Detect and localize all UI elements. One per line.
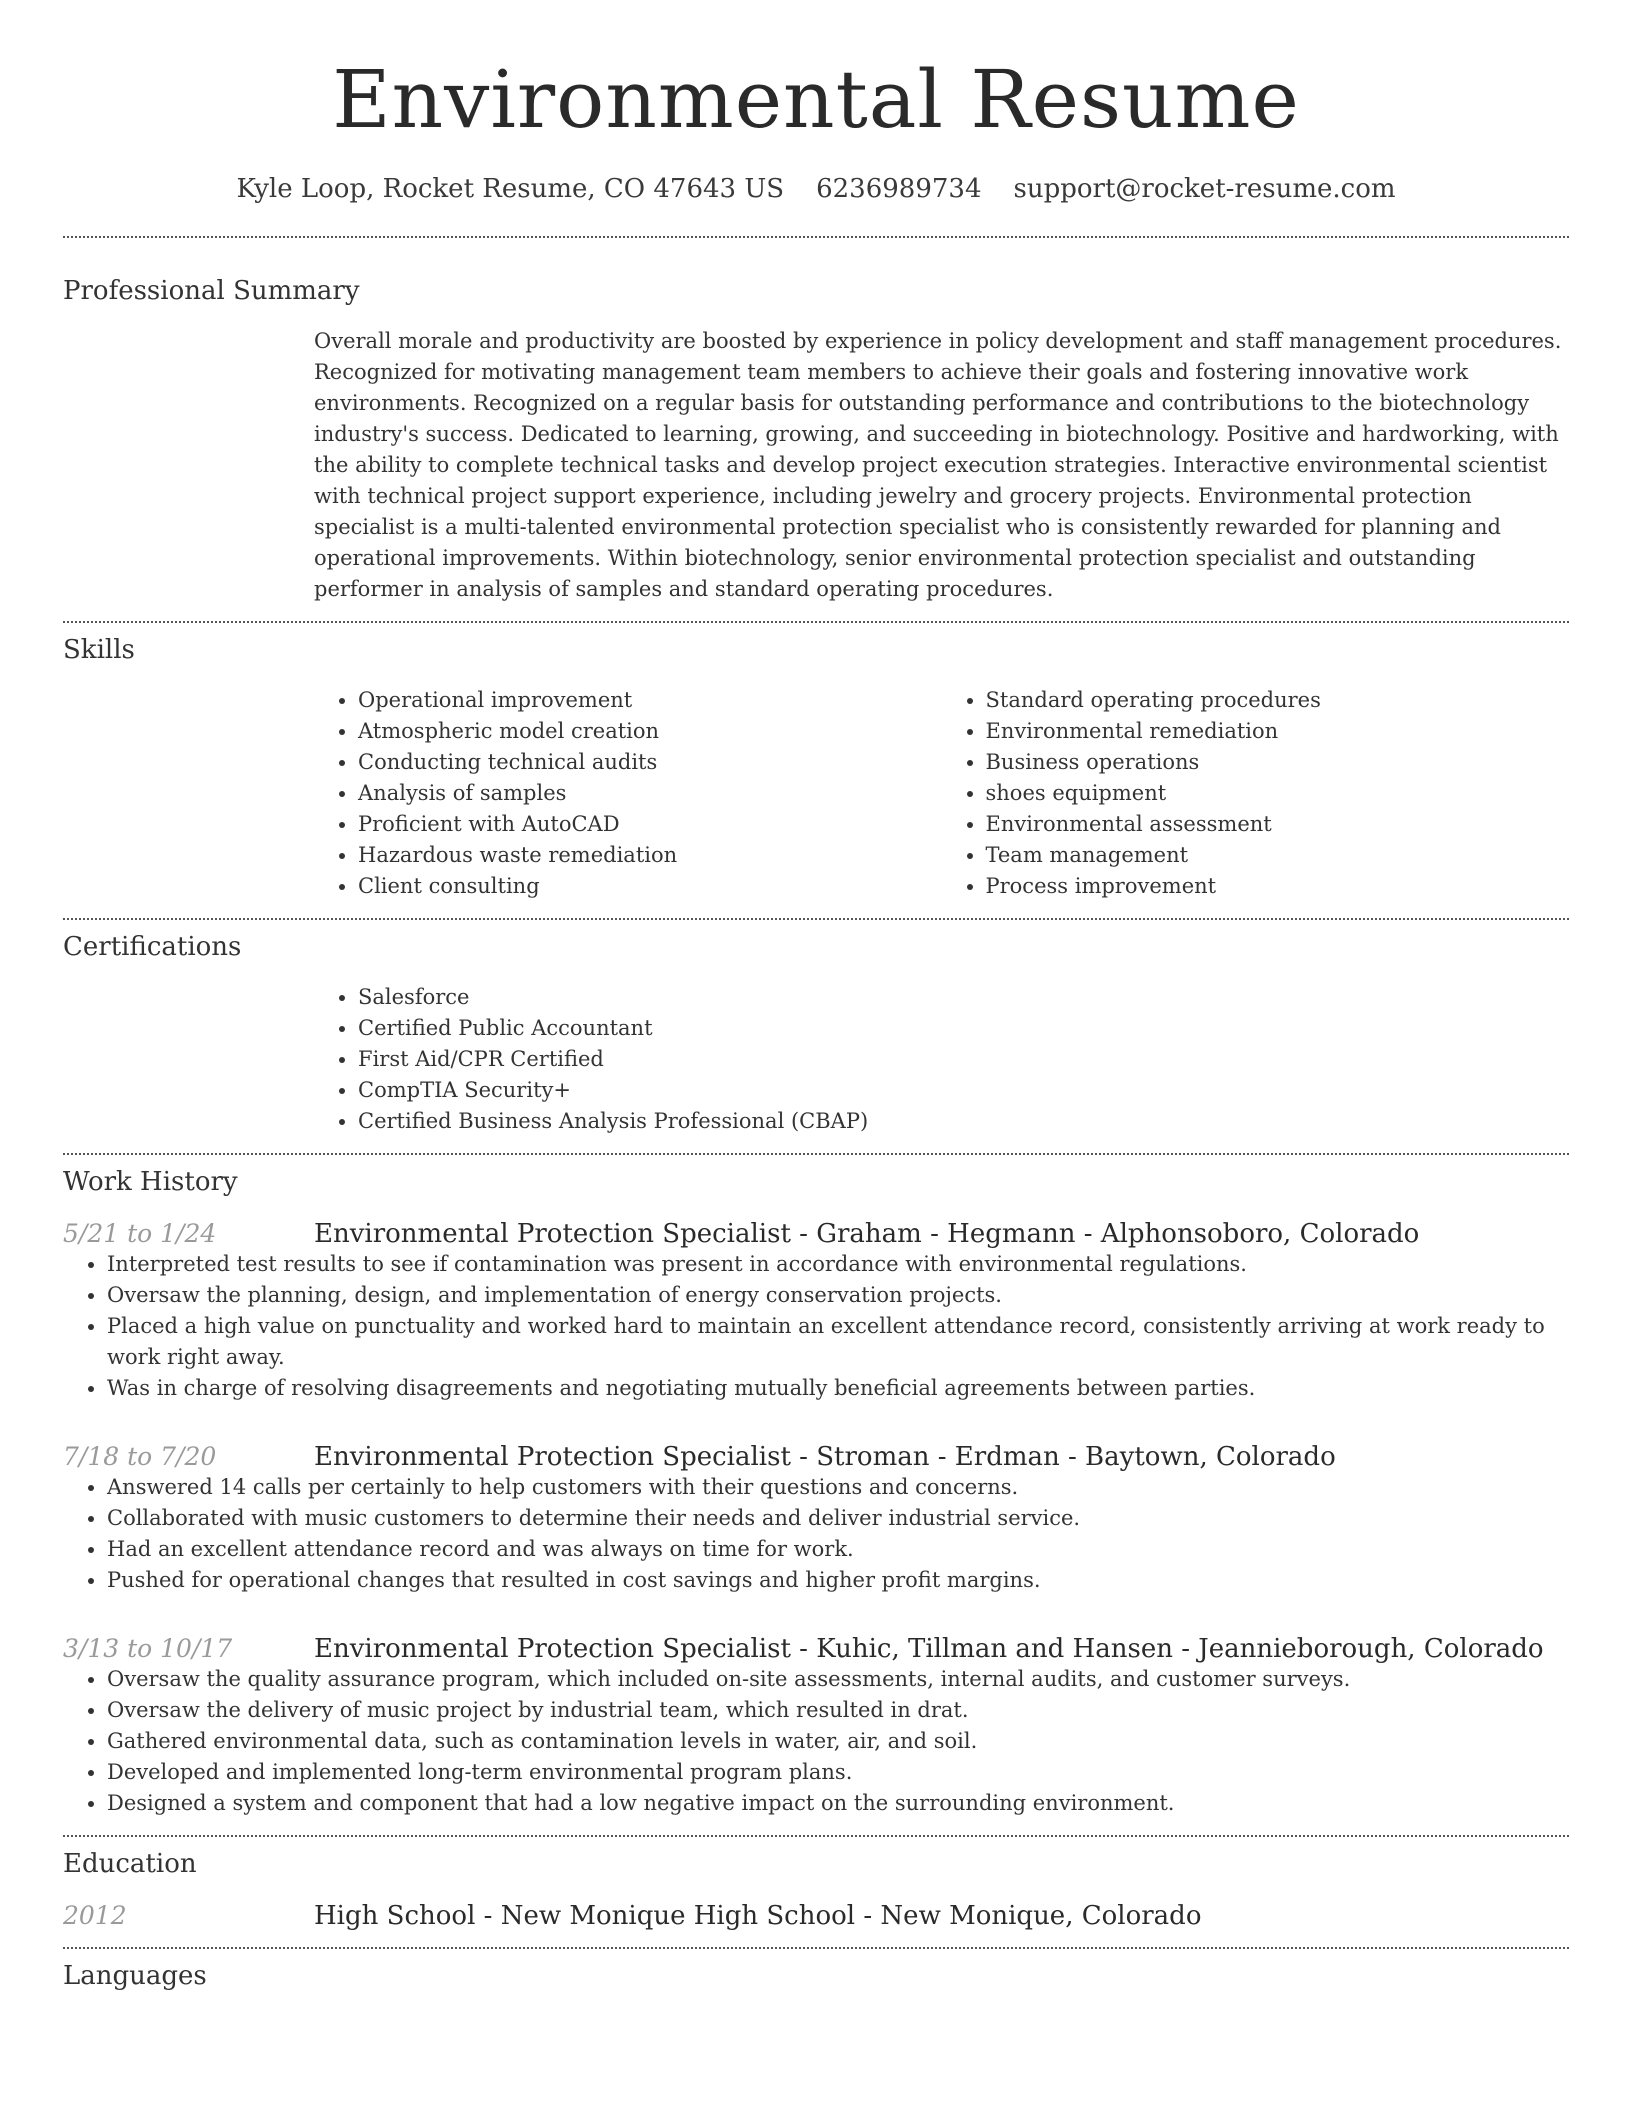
certification-item: • CompTIA Security+ xyxy=(358,1075,1569,1106)
contact-phone: 6236989734 xyxy=(816,174,982,204)
job-header xyxy=(63,1634,1569,1664)
skill-item: • Operational improvement xyxy=(358,685,942,716)
skill-item: • Standard operating procedures xyxy=(986,685,1570,716)
job-dates: 7/18 to 7/20 xyxy=(63,1442,217,1471)
job-bullets xyxy=(63,1249,1569,1404)
skill-item: • Team management xyxy=(986,840,1570,871)
section-divider xyxy=(63,621,1569,623)
job-dates: 3/13 to 10/17 xyxy=(63,1634,233,1663)
skills-columns xyxy=(314,685,1569,902)
section-divider xyxy=(63,236,1569,238)
job-bullet: • Pushed for operational changes that resulted in cost savings and higher profit margins. xyxy=(107,1565,1569,1596)
summary-heading: Professional Summary xyxy=(63,276,360,306)
education-entry xyxy=(63,1901,1569,1931)
skills-list-right xyxy=(942,685,1570,902)
education-section xyxy=(63,1849,1569,1931)
certifications-list xyxy=(314,982,1569,1137)
certification-item: • Certified Public Accountant xyxy=(358,1013,1569,1044)
skill-item: • Conducting technical audits xyxy=(358,747,942,778)
job-entry xyxy=(63,1634,1569,1819)
job-bullet: • Answered 14 calls per certainly to help customers with their questions and concerns. xyxy=(107,1472,1569,1503)
skill-item: • Process improvement xyxy=(986,871,1570,902)
skill-item: • Business operations xyxy=(986,747,1570,778)
job-bullet: • Oversaw the quality assurance program, which included on-site assessments, internal audits, and customer surveys. xyxy=(107,1664,1569,1695)
certifications-section xyxy=(63,932,1569,1137)
job-bullet: • Was in charge of resolving disagreements and negotiating mutually beneficial agreements between parties. xyxy=(107,1373,1569,1404)
job-bullet: • Designed a system and component that had a low negative impact on the surrounding environment. xyxy=(107,1788,1569,1819)
section-divider xyxy=(63,1947,1569,1949)
education-year: 2012 xyxy=(63,1901,127,1930)
contact-line xyxy=(0,174,1632,204)
skill-item: • Analysis of samples xyxy=(358,778,942,809)
education-heading: Education xyxy=(63,1849,197,1879)
certification-item: • Certified Business Analysis Professional (CBAP) xyxy=(358,1106,1569,1137)
work-heading: Work History xyxy=(63,1167,238,1197)
languages-section xyxy=(63,1961,1569,1991)
contact-address: Kyle Loop, Rocket Resume, CO 47643 US xyxy=(236,174,785,204)
certification-item: • Salesforce xyxy=(358,982,1569,1013)
resume-header xyxy=(0,0,1632,204)
summary-section xyxy=(63,276,1569,605)
job-entry xyxy=(63,1219,1569,1404)
languages-heading: Languages xyxy=(63,1961,207,1991)
skills-section xyxy=(63,635,1569,902)
job-bullet: • Placed a high value on punctuality and worked hard to maintain an excellent attendance record, consistently arriving at work ready to work right away. xyxy=(107,1311,1569,1373)
section-divider xyxy=(63,1153,1569,1155)
skills-heading: Skills xyxy=(63,635,135,665)
skill-item: • Proficient with AutoCAD xyxy=(358,809,942,840)
job-entry xyxy=(63,1442,1569,1596)
certifications-heading: Certifications xyxy=(63,932,242,962)
work-section xyxy=(63,1167,1569,1819)
job-title: Environmental Protection Specialist - Graham - Hegmann - Alphonsoboro, Colorado xyxy=(314,1219,1420,1249)
job-bullet: • Oversaw the planning, design, and implementation of energy conservation projects. xyxy=(107,1280,1569,1311)
certifications-body xyxy=(314,982,1569,1137)
skill-item: • shoes equipment xyxy=(986,778,1570,809)
skill-item: • Hazardous waste remediation xyxy=(358,840,942,871)
education-title: High School - New Monique High School - New Monique, Colorado xyxy=(314,1901,1202,1931)
skill-item: • Client consulting xyxy=(358,871,942,902)
contact-email: support@rocket-resume.com xyxy=(1013,174,1396,204)
job-bullet: • Gathered environmental data, such as contamination levels in water, air, and soil. xyxy=(107,1726,1569,1757)
skill-item: • Atmospheric model creation xyxy=(358,716,942,747)
job-bullet: • Had an excellent attendance record and was always on time for work. xyxy=(107,1534,1569,1565)
page-title: Environmental Resume xyxy=(332,53,1300,146)
job-bullet: • Interpreted test results to see if contamination was present in accordance with environmental regulations. xyxy=(107,1249,1569,1280)
job-dates: 5/21 to 1/24 xyxy=(63,1219,217,1248)
job-bullet: • Oversaw the delivery of music project by industrial team, which resulted in drat. xyxy=(107,1695,1569,1726)
summary-text: Overall morale and productivity are boosted by experience in policy development and staff management procedures. Recognized for motivating management team members to achieve their goals and fostering innovative work environments. Recognized on a regular basis for outstanding performance and contributions to the biotechnology industry's success. Dedicated to learning, growing, and succeeding in biotechnology. Positive and hardworking, with the ability to complete technical tasks and develop project execution strategies. Interactive environmental scientist with technical project support experience, including jewelry and grocery projects. Environmental protection specialist is a multi-talented environmental protection specialist who is consistently rewarded for planning and operational improvements. Within biotechnology, senior environmental protection specialist and outstanding performer in analysis of samples and standard operating procedures. xyxy=(314,329,1562,601)
certification-item: • First Aid/CPR Certified xyxy=(358,1044,1569,1075)
skill-item: • Environmental assessment xyxy=(986,809,1570,840)
section-divider xyxy=(63,1835,1569,1837)
job-bullets xyxy=(63,1664,1569,1819)
job-header xyxy=(63,1442,1569,1472)
section-divider xyxy=(63,918,1569,920)
skills-list-left xyxy=(314,685,942,902)
job-title: Environmental Protection Specialist - Stroman - Erdman - Baytown, Colorado xyxy=(314,1442,1336,1472)
job-bullets xyxy=(63,1472,1569,1596)
skill-item: • Environmental remediation xyxy=(986,716,1570,747)
job-bullet: • Developed and implemented long-term environmental program plans. xyxy=(107,1757,1569,1788)
job-header xyxy=(63,1219,1569,1249)
job-bullet: • Collaborated with music customers to determine their needs and deliver industrial service. xyxy=(107,1503,1569,1534)
job-title: Environmental Protection Specialist - Kuhic, Tillman and Hansen - Jeannieborough, Colorado xyxy=(314,1634,1544,1664)
